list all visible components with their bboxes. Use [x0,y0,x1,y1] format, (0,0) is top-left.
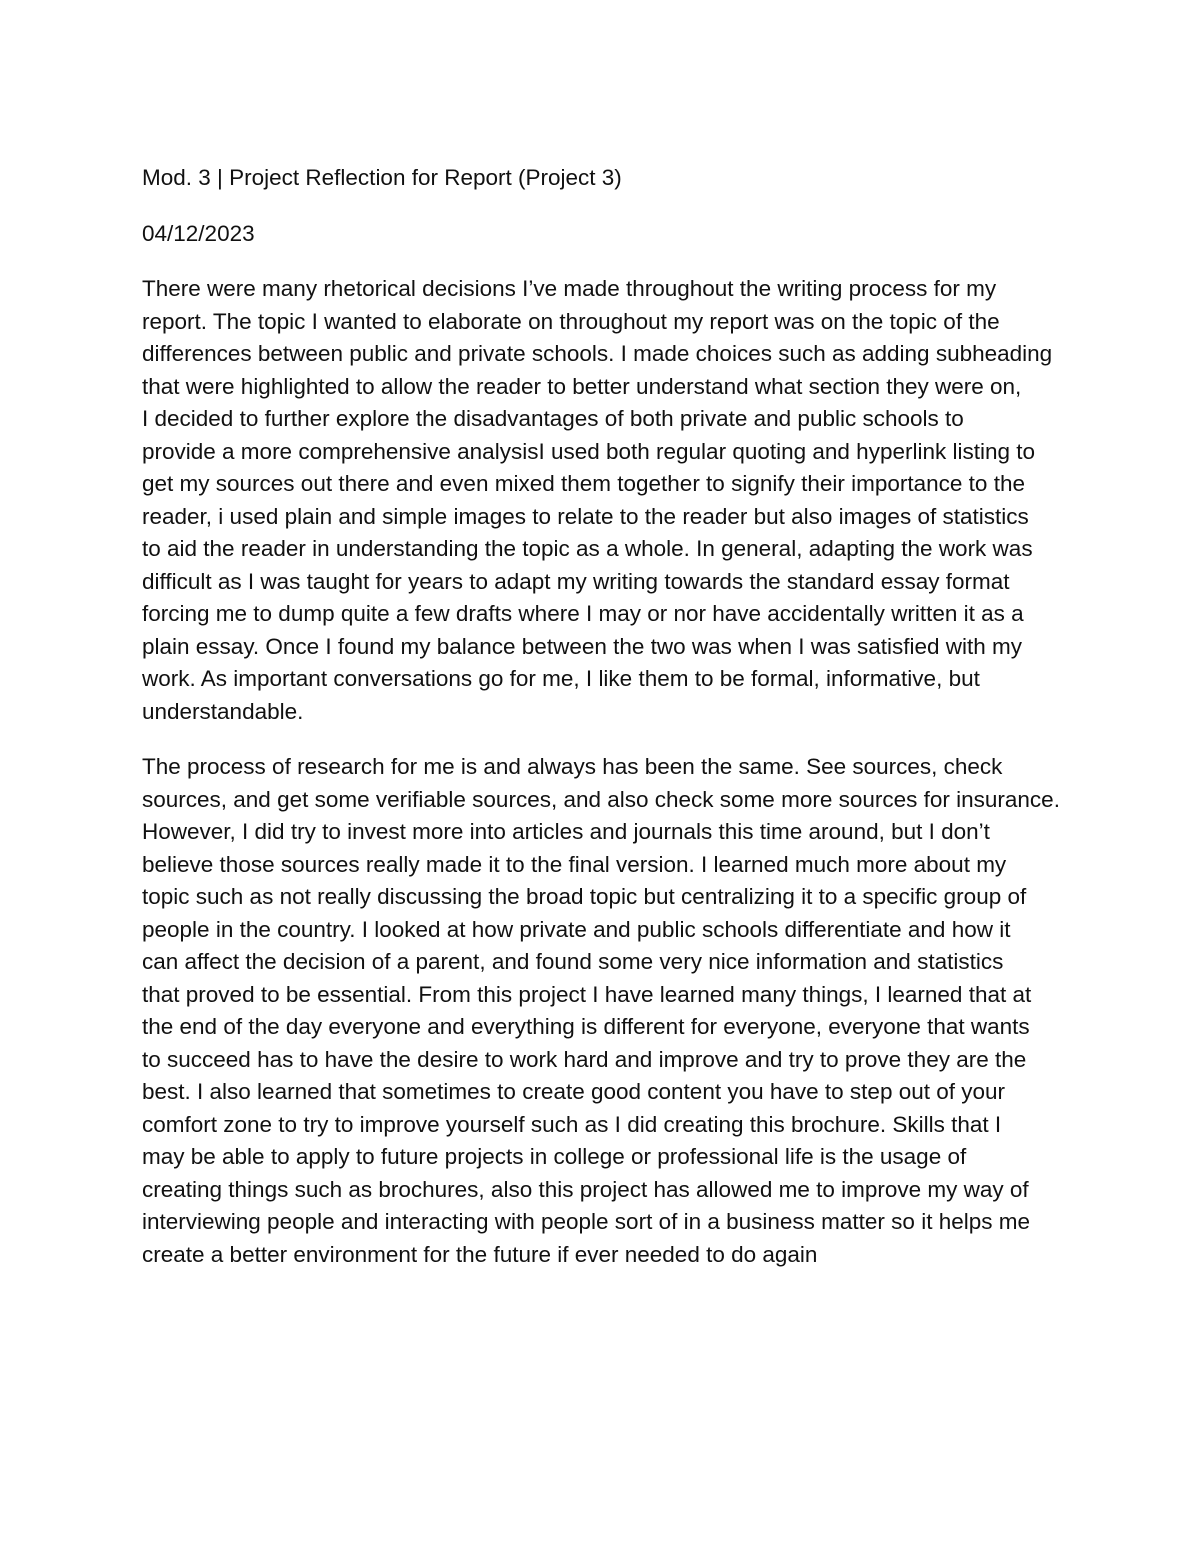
document-body [142,162,1072,1294]
text-line: topic such as not really discussing the broad topic but centralizing it to a specific group of [142,884,1027,909]
text-line: However, I did try to invest more into articles and journals this time around, but I don’t [142,819,990,844]
text-line: reader, i used plain and simple images to relate to the reader but also images of statistics [142,503,1029,529]
text-line: There were many rhetorical decisions I’ve made throughout the writing process for my [142,276,997,301]
text-line: The process of research for me is and always has been the same. See sources, check [142,754,1003,779]
text-line: creating things such as brochures, also this project has allowed me to improve my way of [142,1176,1029,1202]
paragraph-research-process [142,751,1072,1271]
text-line: work. As important conversations go for me, I like them to be formal, informative, but [142,666,980,691]
text-line: comfort zone to try to improve yourself such as I did creating this brochure. Skills that I [142,1111,1002,1137]
document-title: Mod. 3 | Project Reflection for Report (Project 3) [142,165,622,190]
text-line: differences between public and private schools. I made choices such as adding subheading [142,341,1053,366]
text-line: plain essay. Once I found my balance between the two was when I was satisfied with my [142,633,1023,659]
text-line: understandable. [142,698,304,724]
text-line: I decided to further explore the disadvantages of both private and public schools to [142,406,964,431]
text-line: to aid the reader in understanding the topic as a whole. In general, adapting the work was [142,536,1033,561]
text-line: interviewing people and interacting with people sort of in a business matter so it helps me [142,1209,1030,1234]
text-line: get my sources out there and even mixed them together to signify their importance to the [142,471,1025,496]
text-line: sources, and get some verifiable sources, and also check some more sources for insurance. [142,786,1060,812]
text-line: that were highlighted to allow the reader to better understand what section they were on, [142,373,1022,399]
document-date: 04/12/2023 [142,220,255,246]
text-line: report. The topic I wanted to elaborate on throughout my report was on the topic of the [142,308,1000,334]
text-line: to succeed has to have the desire to work hard and improve and try to prove they are the [142,1046,1027,1072]
text-line: that proved to be essential. From this project I have learned many things, I learned that at [142,981,1032,1007]
text-line: best. I also learned that sometimes to create good content you have to step out of your [142,1079,1006,1104]
text-line: forcing me to dump quite a few drafts where I may or nor have accidentally written it as a [142,601,1024,626]
paragraph-rhetorical-decisions [142,273,1072,728]
text-line: believe those sources really made it to the final version. I learned much more about my [142,851,1007,877]
text-line: may be able to apply to future projects in college or professional life is the usage of [142,1144,967,1169]
text-line: create a better environment for the future if ever needed to do again [142,1241,818,1267]
text-line: the end of the day everyone and everything is different for everyone, everyone that wants [142,1014,1030,1039]
text-line: people in the country. I looked at how private and public schools differentiate and how it [142,916,1011,942]
text-line: provide a more comprehensive analysisI used both regular quoting and hyperlink listing to [142,438,1036,464]
text-line: difficult as I was taught for years to adapt my writing towards the standard essay format [142,568,1010,594]
text-line: can affect the decision of a parent, and found some very nice information and statistics [142,949,1004,974]
